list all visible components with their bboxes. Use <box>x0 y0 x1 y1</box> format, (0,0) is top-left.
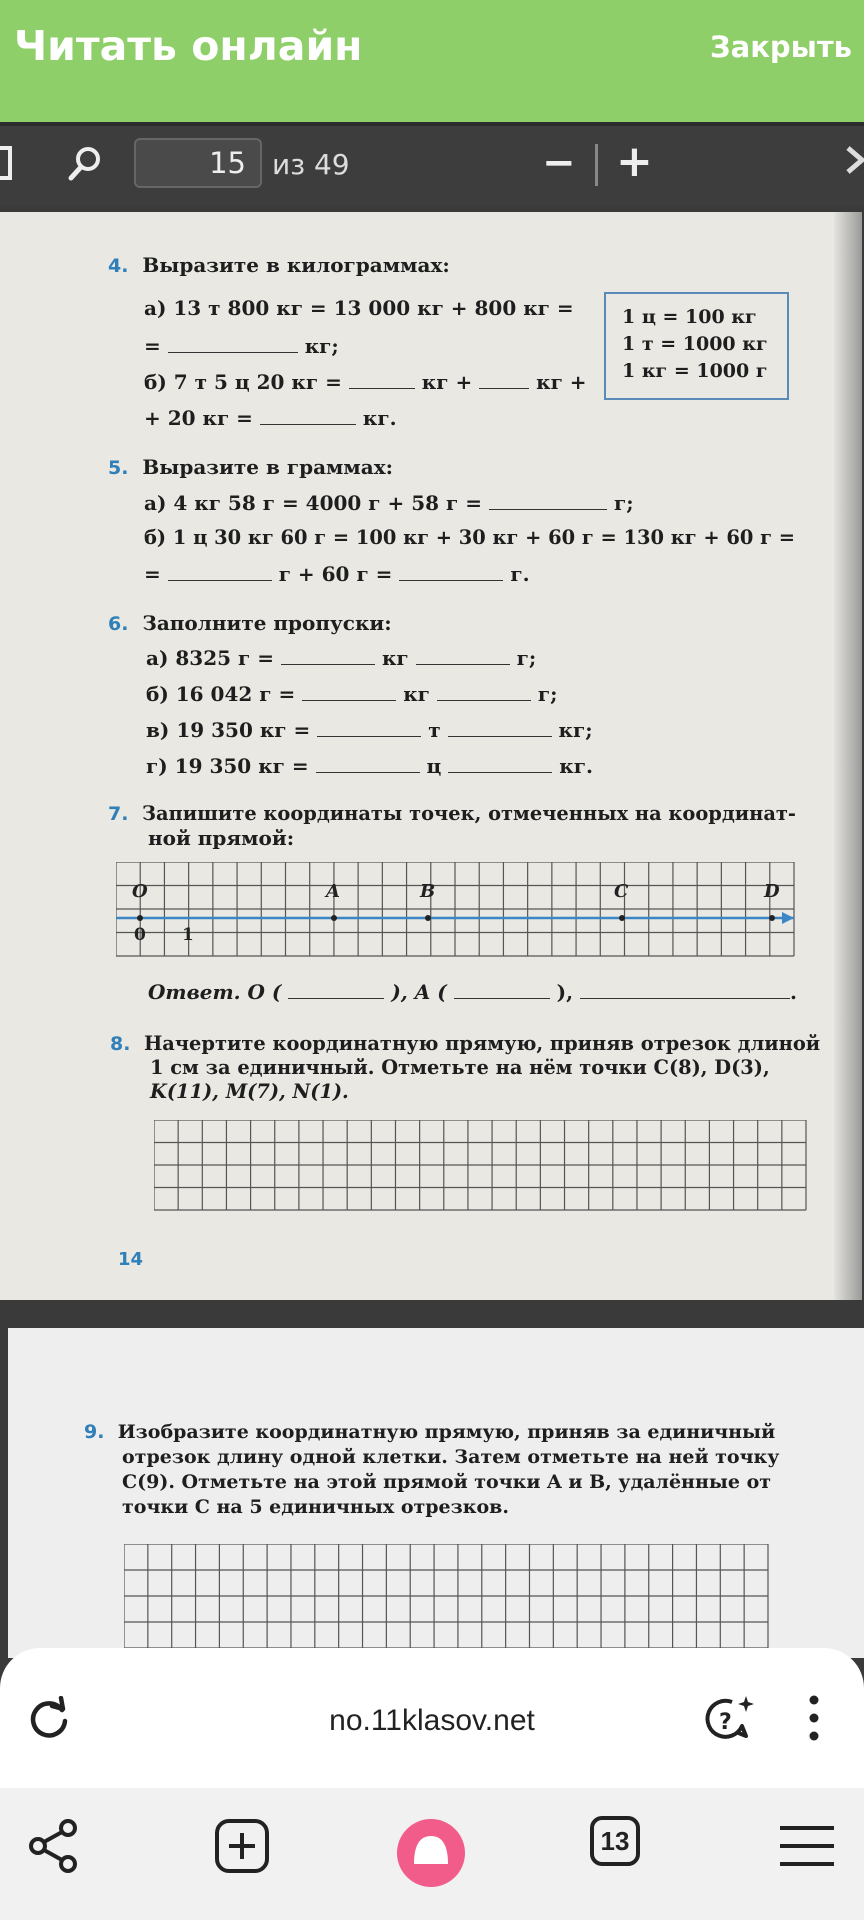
more-chevron-icon[interactable] <box>840 140 864 190</box>
zoom-separator <box>595 144 598 186</box>
ex6-line-b: б) 16 042 г = кг г; <box>146 682 558 706</box>
ex9-empty-grid <box>124 1544 770 1648</box>
ex4-line-b2: + 20 кг = кг. <box>144 406 397 430</box>
page-number-input[interactable]: 15 <box>134 138 262 188</box>
tick-label-zero: 0 <box>134 925 146 945</box>
ex5-line-b1: б) 1 ц 30 кг 60 г = 100 кг + 30 кг + 60 г = 130 кг + 60 г = <box>144 526 795 549</box>
exercise-8-text-2: 1 см за единичный. Отметьте на нём точки C(8), D(3), <box>150 1056 770 1079</box>
reader-title: Читать онлайн <box>14 22 363 70</box>
exercise-8-text-3: K(11), M(7), N(1). <box>150 1080 349 1103</box>
ex6-line-c: в) 19 350 кг = т кг; <box>146 718 593 742</box>
zoom-in-button[interactable]: + <box>616 136 653 187</box>
viewer-toolbar <box>0 122 864 206</box>
svg-text:?: ? <box>719 1710 732 1735</box>
exercise-9-text-1: Изобразите координатную прямую, приняв за единичный <box>117 1421 776 1443</box>
exercise-8-title <box>110 1032 820 1055</box>
ex7-answer-line: Ответ. O ( ), A ( ), . <box>148 980 797 1004</box>
share-icon[interactable] <box>26 1818 82 1878</box>
exercise-9-number: 9. <box>84 1421 105 1443</box>
ex4-line-a2: = кг; <box>144 334 339 358</box>
ex6-line-a: а) 8325 г = кг г; <box>146 646 537 670</box>
url-text[interactable]: no.11klasov.net <box>329 1704 535 1737</box>
exercise-8-text-1: Начертите координатную прямую, приняв отрезок длиной <box>143 1032 821 1055</box>
ai-assistant-icon[interactable] <box>702 1692 758 1748</box>
exercise-7-number: 7. <box>108 803 129 825</box>
ex4-line-b1: б) 7 т 5 ц 20 кг = кг + кг + <box>144 370 587 394</box>
exercise-9-text-4: точки C на 5 единичных отрезков. <box>122 1496 509 1518</box>
exercise-4-number: 4. <box>108 255 129 277</box>
top-bar <box>0 0 864 122</box>
ex5-line-a: а) 4 кг 58 г = 4000 г + 58 г = г; <box>144 491 634 515</box>
units-reference-box <box>604 292 789 400</box>
exercise-9-title <box>84 1421 775 1443</box>
ex6-line-d: г) 19 350 кг = ц кг. <box>146 754 593 778</box>
sidebar-icon[interactable] <box>0 146 14 186</box>
search-icon[interactable] <box>66 144 106 188</box>
point-label-o: O <box>132 881 148 902</box>
ref-line: 1 ц = 100 кг <box>622 306 757 328</box>
point-label-a: A <box>326 881 340 902</box>
exercise-7-text-1: Запишите координаты точек, отмеченных на координат- <box>141 802 796 825</box>
page-gap <box>0 1300 864 1328</box>
ex7-number-line-grid <box>116 862 796 962</box>
hamburger-menu-icon[interactable] <box>778 1824 836 1872</box>
exercise-4-title <box>108 253 450 277</box>
browser-address-bar <box>0 1648 864 1788</box>
tick-label-one: 1 <box>182 925 194 945</box>
menu-dots-icon[interactable] <box>804 1692 824 1748</box>
point-label-d: D <box>764 881 780 902</box>
exercise-6-title <box>108 611 392 635</box>
page-total: из 49 <box>272 148 350 181</box>
point-label-c: C <box>614 881 629 902</box>
ref-line: 1 кг = 1000 г <box>622 360 768 382</box>
new-tab-icon[interactable] <box>214 1818 270 1878</box>
ex4-line-a1: а) 13 т 800 кг = 13 000 кг + 800 кг = <box>144 296 574 320</box>
alice-icon[interactable] <box>396 1818 466 1892</box>
zoom-out-button[interactable]: − <box>542 140 576 186</box>
exercise-9-text-2: отрезок длину одной клетки. Затем отметьте на ней точку <box>122 1446 780 1468</box>
exercise-7-title <box>108 802 796 825</box>
exercise-5-text: Выразите в граммах: <box>142 455 394 479</box>
ex8-empty-grid <box>154 1120 808 1212</box>
browser-bottom-bar <box>0 1788 864 1920</box>
exercise-8-number: 8. <box>110 1033 131 1055</box>
exercise-5-title <box>108 455 393 479</box>
exercise-4-text: Выразите в килограммах: <box>142 253 450 277</box>
exercise-9-text-3: C(9). Отметьте на этой прямой точки A и B, удалённые от <box>122 1471 772 1493</box>
close-button[interactable]: Закрыть <box>710 30 852 64</box>
page-edge-shadow <box>834 212 862 1300</box>
exercise-6-number: 6. <box>108 613 129 635</box>
point-label-b: B <box>420 881 436 902</box>
page-number: 14 <box>118 1249 144 1270</box>
exercise-6-text: Заполните пропуски: <box>142 611 392 635</box>
exercise-5-number: 5. <box>108 457 129 479</box>
exercise-7-text-2: ной прямой: <box>148 826 295 850</box>
tabs-count-button[interactable]: 13 <box>590 1816 640 1866</box>
ex5-line-b2: = г + 60 г = г. <box>144 562 530 586</box>
ref-line: 1 т = 1000 кг <box>622 333 768 355</box>
